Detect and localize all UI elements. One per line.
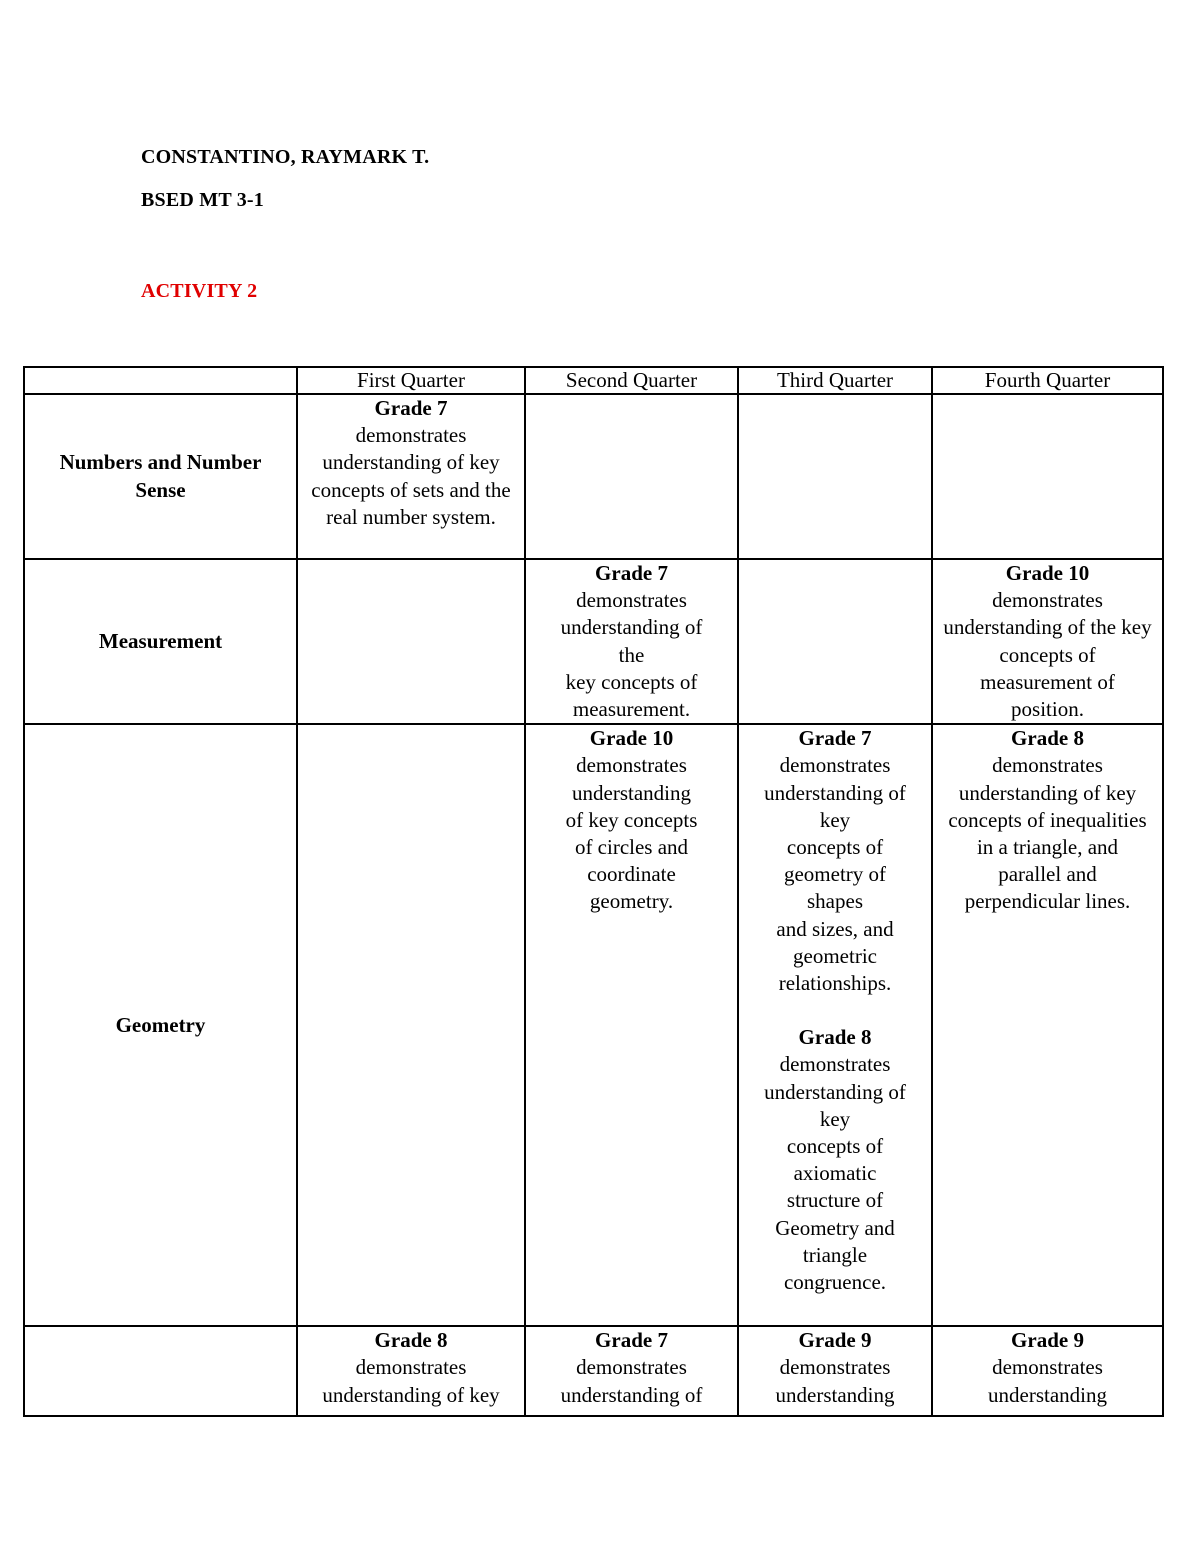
competency-line: concepts of [786, 835, 884, 860]
competency-line: the [618, 642, 645, 667]
competency-text: demonstrates understanding of key concepts of inequalities in a triangle, and parallel and perpendicular lines. [948, 753, 1147, 914]
competency-line: geometry. [589, 889, 674, 914]
competency-line: demonstrates [779, 1052, 891, 1077]
cell-row4-q4 [932, 1326, 1163, 1416]
competency-line: understanding of [764, 1079, 906, 1104]
competency-line: key concepts of [565, 669, 698, 694]
competency-line: and sizes, and [776, 916, 894, 941]
competency-line: understanding of [560, 1382, 703, 1407]
competency-line: demonstrates [576, 1355, 687, 1380]
table-header-row [24, 367, 1163, 394]
competency-line: shapes [807, 889, 863, 914]
grade-label: Grade 10 [589, 726, 674, 751]
cell-numbers-q1 [297, 394, 525, 559]
grade-label: Grade 7 [798, 726, 872, 751]
grade-label: Grade 10 [1005, 561, 1090, 585]
competency-line: demonstrates [779, 753, 891, 778]
grade-label: Grade 8 [374, 1328, 448, 1353]
competency-line: axiomatic [793, 1161, 877, 1186]
competency-text: demonstrates understanding of the key concepts of measurement of position. [943, 588, 1152, 722]
cell-numbers-q3 [738, 394, 932, 559]
grade-label: Grade 7 [595, 561, 668, 585]
cell-row4-q1 [297, 1326, 525, 1416]
competency-line: understanding [988, 1382, 1107, 1407]
competency-line: coordinate [587, 862, 676, 887]
competency-line: Geometry and [775, 1215, 895, 1240]
table-row [24, 394, 1163, 559]
competency-line: relationships. [778, 971, 892, 996]
competency-line: geometric [793, 943, 877, 968]
competency-line: geometry of [783, 862, 887, 887]
competency-text: demonstrates understanding of key concepts of sets and the real number system. [311, 423, 511, 529]
grade-label: Grade 8 [1011, 726, 1084, 751]
cell-measurement-q2 [525, 559, 738, 724]
cell-row4-q2 [525, 1326, 738, 1416]
cell-measurement-q3 [738, 559, 932, 724]
grade-label: Grade 9 [1011, 1328, 1084, 1353]
row-label-geometry: Geometry [24, 724, 297, 1326]
competency-line: demonstrates [992, 1355, 1103, 1380]
competency-line: understanding [572, 780, 691, 805]
grade-label: Grade 7 [595, 1328, 668, 1353]
row-label-measurement: Measurement [24, 559, 297, 724]
cell-geometry-q3 [738, 724, 932, 1326]
cell-geometry-q2 [525, 724, 738, 1326]
section-label: BSED MT 3-1 [141, 189, 264, 211]
table-row [24, 724, 1163, 1326]
competency-line: of key concepts [565, 807, 698, 832]
competency-line: understanding of [560, 615, 703, 640]
competency-line: measurement. [572, 697, 691, 722]
row-label-numbers: Numbers and Number Sense [24, 394, 297, 559]
competency-line: understanding of [764, 780, 906, 805]
table-row [24, 559, 1163, 724]
competency-line: demonstrates [779, 1355, 891, 1380]
competency-line: demonstrates [576, 753, 687, 778]
competency-line: demonstrates [355, 1355, 467, 1380]
grade-label: Grade 7 [374, 396, 448, 420]
row-label-empty [24, 1326, 297, 1416]
cell-geometry-q1 [297, 724, 525, 1326]
competency-line: of circles and [574, 835, 689, 860]
grade-label: Grade 9 [798, 1328, 872, 1353]
table-row [24, 1326, 1163, 1416]
grade-label: Grade 8 [798, 1025, 872, 1050]
header-third-quarter: Third Quarter [738, 367, 932, 394]
cell-numbers-q2 [525, 394, 738, 559]
competency-line: key [819, 1106, 851, 1131]
header-first-quarter: First Quarter [297, 367, 525, 394]
competency-line: understanding of key [322, 1382, 500, 1407]
spacer [749, 997, 921, 1024]
header-second-quarter: Second Quarter [525, 367, 738, 394]
competency-line: triangle [802, 1242, 868, 1267]
competency-line: key [819, 807, 851, 832]
competency-line: concepts of [786, 1134, 884, 1159]
activity-title: ACTIVITY 2 [141, 280, 258, 302]
competency-line: demonstrates [576, 588, 687, 613]
competency-line: congruence. [783, 1270, 887, 1295]
header-cell-empty [24, 367, 297, 394]
cell-row4-q3 [738, 1326, 932, 1416]
student-name: CONSTANTINO, RAYMARK T. [141, 146, 430, 168]
cell-measurement-q1 [297, 559, 525, 724]
cell-measurement-q4 [932, 559, 1163, 724]
cell-numbers-q4 [932, 394, 1163, 559]
curriculum-table [23, 366, 1164, 1417]
cell-geometry-q4 [932, 724, 1163, 1326]
header-fourth-quarter: Fourth Quarter [932, 367, 1163, 394]
competency-line: understanding [775, 1382, 895, 1407]
competency-line: structure of [786, 1188, 884, 1213]
